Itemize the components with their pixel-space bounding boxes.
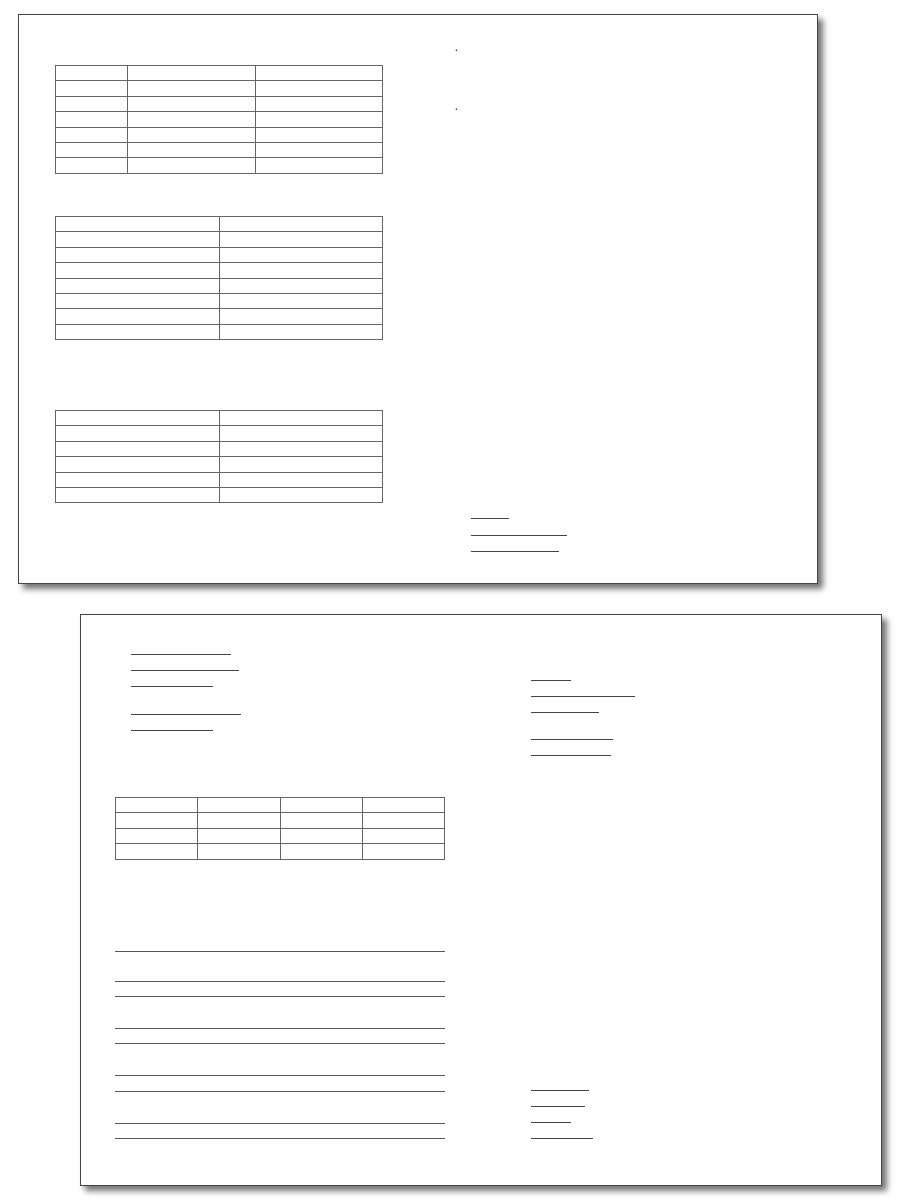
answer-cell[interactable]	[255, 112, 382, 127]
answer-cell[interactable]	[116, 828, 198, 843]
exercise-1-2-8-item-4	[531, 730, 613, 743]
answer-cell[interactable]	[255, 81, 382, 96]
answer-cell[interactable]	[56, 457, 220, 472]
page-11	[455, 43, 785, 573]
workbook-spread-pages-12-13	[80, 614, 882, 1186]
exercise-1-2-9-items	[515, 797, 847, 1049]
exercise-1-2-5-item-2	[471, 526, 567, 539]
exercise-1-2-2-title: .	[455, 43, 458, 53]
answer-cell[interactable]	[280, 813, 362, 828]
answer-cell[interactable]	[255, 66, 382, 81]
table-row	[56, 263, 383, 278]
answer-cell[interactable]	[219, 441, 383, 456]
answer-cell[interactable]	[56, 472, 220, 487]
answer-cell[interactable]	[219, 472, 383, 487]
answer-blank[interactable]	[131, 721, 213, 731]
answer-cell[interactable]	[219, 263, 383, 278]
answer-cell[interactable]	[255, 96, 382, 111]
answer-cell[interactable]	[56, 426, 220, 441]
table-row	[56, 247, 383, 262]
answer-blank[interactable]	[531, 671, 571, 681]
answer-cell[interactable]	[128, 158, 255, 173]
answer-cell[interactable]	[255, 158, 382, 173]
in-header	[198, 798, 280, 813]
noun-cell	[56, 309, 220, 324]
exercise-1-2-3-title: .	[455, 102, 458, 112]
answer-line[interactable]	[115, 1075, 445, 1076]
exercise-1-2-5-item-5	[131, 661, 239, 674]
exercise-1-2-5-item-4	[131, 645, 231, 658]
table-row	[56, 96, 383, 111]
noun-cell	[56, 217, 220, 232]
exercise-1-2-8-item-2	[531, 687, 635, 700]
adjective-cell	[56, 127, 128, 142]
answer-line[interactable]	[115, 1091, 445, 1092]
noun-cell	[56, 293, 220, 308]
answer-line[interactable]	[115, 996, 445, 997]
answer-blank[interactable]	[531, 703, 599, 713]
negative-prefix-chart	[115, 797, 445, 860]
answer-line[interactable]	[115, 1028, 445, 1029]
exercise-1-2-8-item-3	[531, 703, 599, 716]
workbook-spread-pages-10-11	[18, 14, 818, 584]
answer-cell[interactable]	[219, 487, 383, 502]
table-row	[56, 324, 383, 339]
answer-blank[interactable]	[131, 705, 241, 715]
table-row	[56, 127, 383, 142]
page-10	[55, 43, 383, 573]
im-header	[280, 798, 362, 813]
noun-cell	[56, 263, 220, 278]
answer-cell[interactable]	[116, 813, 198, 828]
answer-cell[interactable]	[128, 142, 255, 157]
answer-cell[interactable]	[128, 81, 255, 96]
exercise-1-2-10-item-4	[531, 1129, 593, 1142]
exercise-1-2-5-item-1	[471, 509, 509, 522]
exercise-1-2-4-items	[455, 176, 785, 466]
answer-line[interactable]	[115, 951, 445, 952]
adjective-cell	[56, 112, 128, 127]
answer-cell[interactable]	[128, 127, 255, 142]
answer-blank[interactable]	[131, 661, 239, 671]
page-13	[515, 645, 847, 1175]
adjective-cell	[56, 142, 128, 157]
answer-cell[interactable]	[56, 441, 220, 456]
noun-cell	[56, 247, 220, 262]
answer-cell[interactable]	[219, 309, 383, 324]
answer-cell[interactable]	[128, 112, 255, 127]
answer-blank[interactable]	[471, 526, 567, 536]
exercise-1-2-8-item-1	[531, 671, 571, 684]
answer-line[interactable]	[115, 1043, 445, 1044]
answer-line[interactable]	[115, 1138, 445, 1139]
exercise-1-2-8-item-5	[531, 746, 611, 759]
table-row	[56, 309, 383, 324]
answer-cell[interactable]	[280, 828, 362, 843]
answer-line[interactable]	[115, 1123, 445, 1124]
answer-cell[interactable]	[198, 828, 280, 843]
adjective-cell	[56, 158, 128, 173]
answer-blank[interactable]	[131, 677, 213, 687]
table-row	[56, 142, 383, 157]
exercise-1-2-5-item-7	[131, 705, 241, 718]
exercise-1-2-5-item-6	[131, 677, 213, 690]
answer-blank[interactable]	[531, 1081, 589, 1091]
exercise-1-2-10-item-1	[531, 1081, 589, 1094]
answer-cell[interactable]	[198, 844, 280, 859]
adjective-cell	[56, 66, 128, 81]
answer-cell[interactable]	[362, 844, 444, 859]
noun-cell	[56, 324, 220, 339]
answer-cell[interactable]	[219, 278, 383, 293]
answer-cell[interactable]	[255, 127, 382, 142]
plurals-chart	[55, 216, 383, 340]
answer-cell[interactable]	[219, 232, 383, 247]
un-header	[116, 798, 198, 813]
answer-cell[interactable]	[362, 828, 444, 843]
answer-cell[interactable]	[219, 293, 383, 308]
countable-header	[56, 411, 220, 426]
page-12	[115, 645, 445, 1175]
noun-cell	[56, 278, 220, 293]
countable-uncountable-chart	[55, 410, 383, 503]
comparatives-chart	[55, 65, 383, 174]
noun-cell	[56, 232, 220, 247]
exercise-1-2-5-item-3	[471, 542, 559, 555]
answer-cell[interactable]	[128, 96, 255, 111]
table-row	[56, 66, 383, 81]
answer-blank[interactable]	[531, 730, 613, 740]
answer-blank[interactable]	[531, 1129, 593, 1139]
exercise-1-2-10-item-2	[531, 1097, 585, 1110]
table-row	[56, 278, 383, 293]
table-row	[56, 293, 383, 308]
answer-cell[interactable]	[280, 844, 362, 859]
table-row	[56, 232, 383, 247]
table-row	[56, 158, 383, 173]
table-row	[56, 112, 383, 127]
answer-line[interactable]	[115, 981, 445, 982]
answer-cell[interactable]	[219, 247, 383, 262]
exercise-1-2-10-item-3	[531, 1113, 571, 1126]
answer-cell[interactable]	[219, 426, 383, 441]
adjective-cell	[56, 96, 128, 111]
answer-blank[interactable]	[471, 509, 509, 519]
answer-cell[interactable]	[219, 457, 383, 472]
exercise-1-2-5-item-8	[131, 721, 213, 734]
answer-cell[interactable]	[116, 844, 198, 859]
answer-blank[interactable]	[531, 1113, 571, 1123]
answer-cell[interactable]	[255, 142, 382, 157]
table-row	[56, 217, 383, 232]
non-header	[362, 798, 444, 813]
answer-blank[interactable]	[531, 687, 635, 697]
answer-blank[interactable]	[131, 645, 231, 655]
answer-blank[interactable]	[531, 1097, 585, 1107]
answer-cell[interactable]	[219, 217, 383, 232]
answer-cell[interactable]	[56, 487, 220, 502]
answer-cell[interactable]	[198, 813, 280, 828]
answer-cell[interactable]	[362, 813, 444, 828]
answer-blank[interactable]	[531, 746, 611, 756]
uncountable-header	[219, 411, 383, 426]
adjective-cell	[56, 81, 128, 96]
answer-cell[interactable]	[219, 324, 383, 339]
answer-cell[interactable]	[128, 66, 255, 81]
answer-blank[interactable]	[471, 542, 559, 552]
table-row	[56, 81, 383, 96]
